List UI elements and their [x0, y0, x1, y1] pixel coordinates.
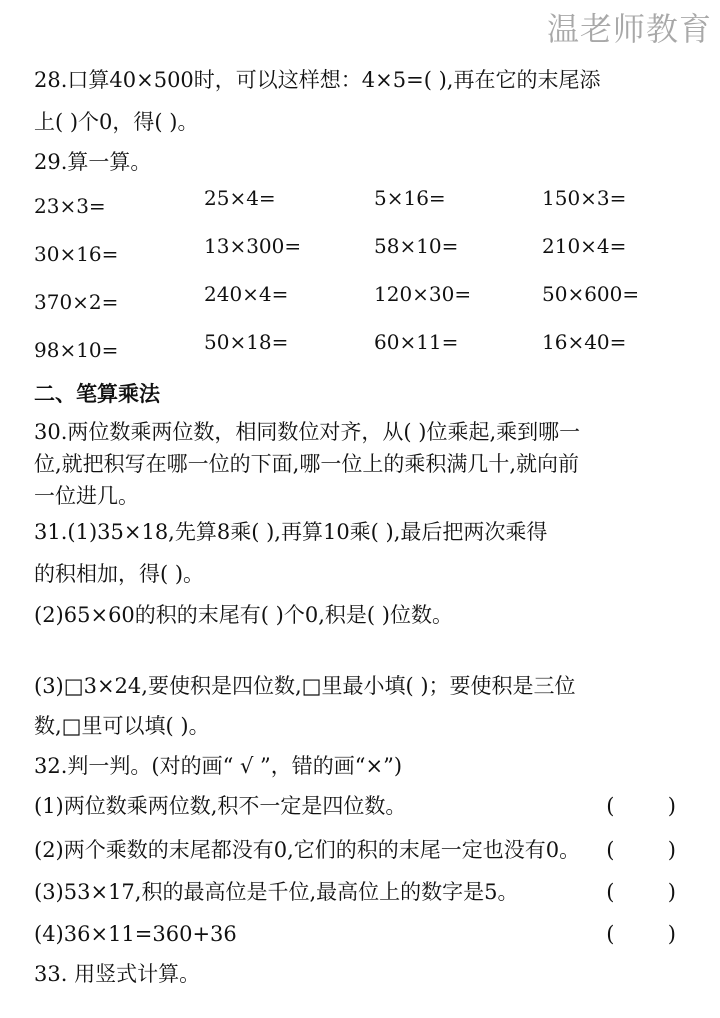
section-heading: 二、笔算乘法 [34, 382, 160, 406]
answer-paren[interactable]: ( ) [606, 838, 676, 862]
calc-item: 16×40= [542, 330, 627, 354]
grid-row [34, 282, 694, 330]
q30-line1: 30.两位数乘两位数，相同数位对齐，从( )位乘起,乘到哪一 [34, 420, 581, 444]
answer-paren[interactable]: ( ) [606, 880, 676, 904]
q32-title: 32.判一判。(对的画“ √ ”，错的画“×”) [34, 754, 403, 778]
q31-line4: (3)□3×24,要使积是四位数,□里最小填( )；要使积是三位 [34, 674, 576, 698]
q31-line1: 31.(1)35×18,先算8乘( ),再算10乘( ),最后把两次乘得 [34, 520, 548, 544]
q32-item-3: (3)53×17,积的最高位是千位,最高位上的数字是5。 [34, 880, 519, 904]
calc-item: 23×3= [34, 194, 106, 218]
calc-item: 240×4= [204, 282, 289, 306]
calc-item: 25×4= [204, 186, 276, 210]
q31-line5: 数,□里可以填( )。 [34, 714, 210, 738]
q31-line2: 的积相加，得( )。 [34, 562, 205, 586]
calc-item: 210×4= [542, 234, 627, 258]
q33-title: 33. 用竖式计算。 [34, 962, 201, 986]
calc-item: 13×300= [204, 234, 302, 258]
grid-row [34, 234, 694, 282]
watermark: 温老师教育 [546, 10, 712, 48]
grid-row [34, 330, 694, 378]
q29-calculation-grid [34, 186, 694, 378]
calc-item: 150×3= [542, 186, 627, 210]
calc-item: 370×2= [34, 290, 119, 314]
q32-item-1: (1)两位数乘两位数,积不一定是四位数。 [34, 794, 407, 818]
q32-item-2: (2)两个乘数的末尾都没有0,它们的积的末尾一定也没有0。 [34, 838, 581, 862]
calc-item: 30×16= [34, 242, 119, 266]
q30-line3: 一位进几。 [34, 484, 139, 508]
q28-line1: 28.口算40×500时，可以这样想：4×5=( ),再在它的末尾添 [34, 68, 601, 92]
q32-item-4: (4)36×11=360+36 [34, 922, 237, 946]
q28-line2: 上( )个0，得( )。 [34, 110, 199, 134]
q29-title: 29.算一算。 [34, 150, 152, 174]
calc-item: 50×18= [204, 330, 289, 354]
q30-line2: 位,就把积写在哪一位的下面,哪一位上的乘积满几十,就向前 [34, 452, 580, 476]
calc-item: 50×600= [542, 282, 640, 306]
answer-paren[interactable]: ( ) [606, 794, 676, 818]
calc-item: 5×16= [374, 186, 446, 210]
grid-row [34, 186, 694, 234]
calc-item: 58×10= [374, 234, 459, 258]
q31-line3: (2)65×60的积的末尾有( )个0,积是( )位数。 [34, 603, 453, 627]
calc-item: 60×11= [374, 330, 459, 354]
calc-item: 120×30= [374, 282, 472, 306]
answer-paren[interactable]: ( ) [606, 922, 676, 946]
calc-item: 98×10= [34, 338, 119, 362]
